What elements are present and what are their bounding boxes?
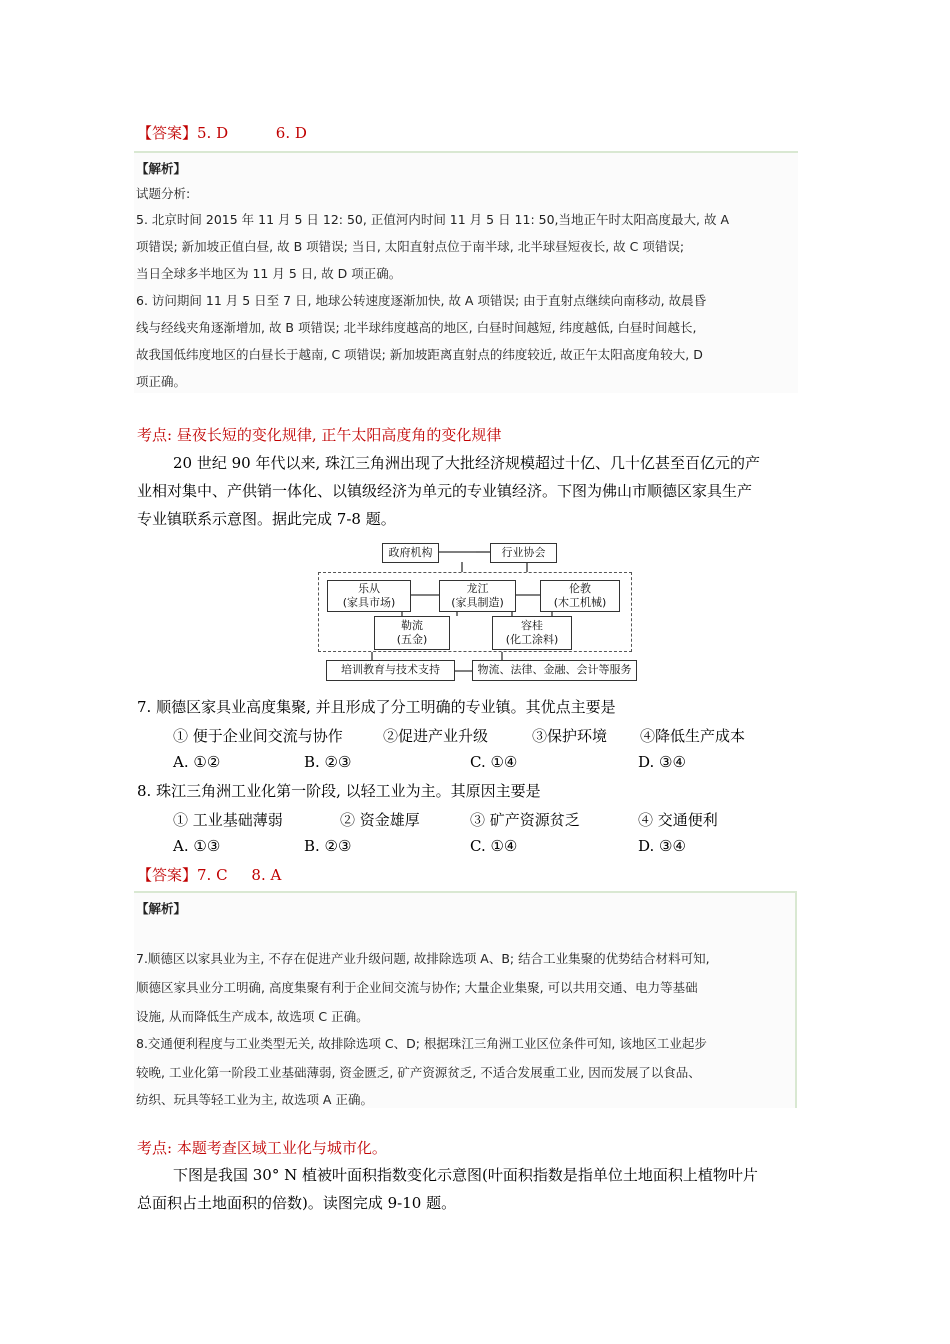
q8-option-b[interactable]: B. ②③ <box>304 837 352 855</box>
final-para-line: 总面积占土地面积的倍数)。读图完成 9-10 题。 <box>137 1194 457 1212</box>
analysis-line: 项正确。 <box>136 374 187 389</box>
node-ronggui-name: 容桂 <box>521 619 543 632</box>
q8-stem: 8. 珠江三角洲工业化第一阶段, 以轻工业为主。其原因主要是 <box>137 782 541 800</box>
analysis-line: 顺德区家具业分工明确, 高度集聚有利于企业间交流与协作; 大量企业集聚, 可以共用交通、电力等基础 <box>136 980 698 995</box>
node-ronggui-role: (化工涂料) <box>505 633 559 646</box>
node-leliu-name: 勒流 <box>401 619 423 632</box>
analysis-line: 8.交通便利程度与工业类型无关, 故排除选项 C、D; 根据珠江三角洲工业区位条件可知, 该地区工业起步 <box>136 1036 707 1051</box>
analysis-box-1 <box>134 151 798 393</box>
analysis-line: 项错误; 新加坡正值白昼, 故 B 项错误; 当日, 太阳直射点位于南半球, 北半球昼短夜长, 故 C 项错误; <box>136 239 685 254</box>
shunde-furniture-diagram <box>312 540 642 686</box>
intro-para-line: 专业镇联系示意图。据此完成 7-8 题。 <box>137 510 396 528</box>
answer-label: 【答案】 <box>137 866 198 884</box>
intro-para-line: 20 世纪 90 年代以来, 珠江三角洲出现了大批经济规模超过十亿、几十亿甚至百亿元的产 <box>173 454 761 472</box>
q8-item: ③ 矿产资源贫乏 <box>470 811 580 829</box>
q8-item: ① 工业基础薄弱 <box>173 811 283 829</box>
q8-option-d[interactable]: D. ③④ <box>638 837 686 855</box>
intro-para-line: 业相对集中、产供销一体化、以镇级经济为单元的专业镇经济。下图为佛山市顺德区家具生产 <box>137 482 753 500</box>
node-lunjiao <box>540 580 620 612</box>
analysis-heading: 【解析】 <box>136 161 187 176</box>
node-longjiang-name: 龙江 <box>466 582 489 595</box>
answer-5-6 <box>137 123 307 143</box>
node-lunjiao-name: 伦教 <box>569 582 591 595</box>
analysis-heading: 【解析】 <box>136 901 187 916</box>
node-training: 培训教育与技术支持 <box>326 660 455 681</box>
analysis-line: 线与经线夹角逐渐增加, 故 B 项错误; 北半球纬度越高的地区, 白昼时间越短, 纬度越低, 白昼时间越长, <box>136 320 697 335</box>
q7-option-c[interactable]: C. ①④ <box>470 753 518 771</box>
node-lecong-name: 乐从 <box>358 582 380 595</box>
analysis-line: 5. 北京时间 2015 年 11 月 5 日 12: 50, 正值河内时间 11 月 5 日 11: 50,当地正午时太阳高度最大, 故 A <box>136 212 729 227</box>
node-lecong <box>327 580 411 612</box>
final-para-line: 下图是我国 30° N 植被叶面积指数变化示意图(叶面积指数是指单位土地面积上植物叶片 <box>173 1166 758 1184</box>
analysis-line: 设施, 从而降低生产成本, 故选项 C 正确。 <box>136 1009 369 1024</box>
analysis-line: 纺织、玩具等轻工业为主, 故选项 A 正确。 <box>136 1092 373 1107</box>
kaodian-1: 考点: 昼夜长短的变化规律, 正午太阳高度角的变化规律 <box>137 426 502 444</box>
q8-item: ② 资金雄厚 <box>340 811 420 829</box>
q7-option-b[interactable]: B. ②③ <box>304 753 352 771</box>
q7-item: ②促进产业升级 <box>383 727 489 745</box>
node-longjiang <box>439 580 516 612</box>
q8-option-a[interactable]: A. ①③ <box>173 837 221 855</box>
q7-option-a[interactable]: A. ①② <box>173 753 221 771</box>
answer-text: 7. C 8. A <box>197 866 282 884</box>
node-assoc: 行业协会 <box>490 543 557 563</box>
node-leliu <box>374 616 450 650</box>
answer-7-8 <box>137 865 281 885</box>
q7-stem: 7. 顺德区家具业高度集聚, 并且形成了分工明确的专业镇。其优点主要是 <box>137 698 616 716</box>
analysis-line: 较晚, 工业化第一阶段工业基础薄弱, 资金匮乏, 矿产资源贫乏, 不适合发展重工业, 因而发展了以食品、 <box>136 1065 701 1080</box>
q7-item: ③保护环境 <box>532 727 608 745</box>
q8-item: ④ 交通便利 <box>638 811 718 829</box>
q7-item: ④降低生产成本 <box>640 727 746 745</box>
q8-option-c[interactable]: C. ①④ <box>470 837 518 855</box>
analysis-line: 故我国低纬度地区的白昼长于越南, C 项错误; 新加坡距离直射点的纬度较近, 故正午太阳高度角较大, D <box>136 347 703 362</box>
analysis-line: 6. 访问期间 11 月 5 日至 7 日, 地球公转速度逐渐加快, 故 A 项错误; 由于直射点继续向南移动, 故晨昏 <box>136 293 707 308</box>
kaodian-2: 考点: 本题考查区域工业化与城市化。 <box>137 1139 387 1157</box>
node-services: 物流、法律、金融、会计等服务 <box>472 660 637 681</box>
analysis-line: 7.顺德区以家具业为主, 不存在促进产业升级问题, 故排除选项 A、B; 结合工业集聚的优势结合材料可知, <box>136 951 710 966</box>
analysis-box-2 <box>134 891 797 1108</box>
q7-option-d[interactable]: D. ③④ <box>638 753 686 771</box>
node-lecong-role: (家具市场) <box>342 596 396 609</box>
node-leliu-role: (五金) <box>396 633 428 646</box>
analysis-intro: 试题分析: <box>136 186 191 201</box>
answer-label: 【答案】 <box>137 124 198 142</box>
node-gov: 政府机构 <box>382 543 439 563</box>
analysis-line: 当日全球多半地区为 11 月 5 日, 故 D 项正确。 <box>136 266 402 281</box>
q7-item: ① 便于企业间交流与协作 <box>173 727 343 745</box>
node-lunjiao-role: (木工机械) <box>553 596 607 609</box>
node-ronggui <box>492 616 572 650</box>
answer-text: 5. D 6. D <box>197 124 307 142</box>
node-longjiang-role: (家具制造) <box>451 596 504 609</box>
